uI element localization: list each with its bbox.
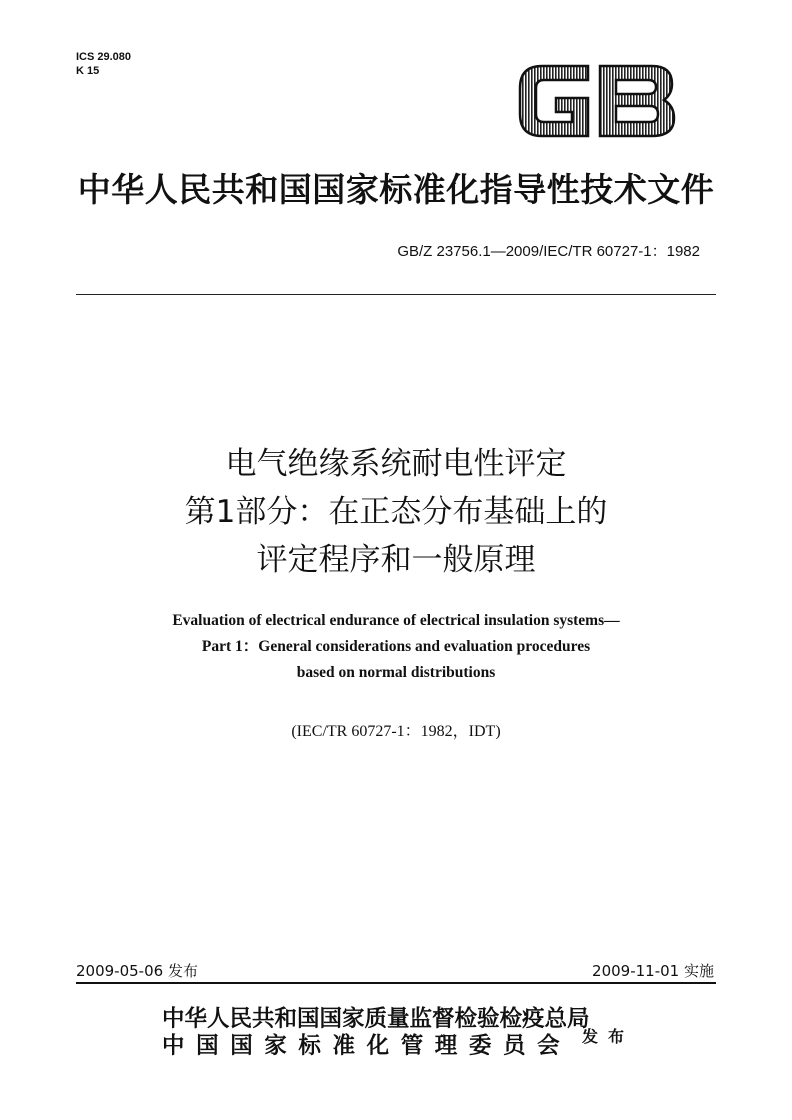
gb-logo: [516, 60, 676, 142]
title-cn-line-3: 评定程序和一般原理: [256, 542, 536, 578]
title-en-line-3: based on normal distributions: [296, 664, 496, 681]
issuer-line-2: 中国国家标准化管理委员会: [162, 1033, 572, 1059]
implementation-date: 2009-11-01 实施: [592, 962, 714, 980]
title-en-line-2: Part 1：General considerations and evaluation procedures: [201, 638, 591, 655]
header-divider: [76, 294, 716, 295]
classification-codes: [76, 50, 131, 78]
standard-number: GB/Z 23756.1—2009/IEC/TR 60727-1：1982: [397, 243, 700, 260]
title-cn-line-2: 第1部分：在正态分布基础上的: [184, 494, 608, 530]
title-en-line-1: Evaluation of electrical endurance of electrical insulation systems—: [172, 612, 620, 629]
issuer-line-1: 中华人民共和国国家质量监督检验检疫总局: [162, 1006, 590, 1032]
document-type-heading: 中华人民共和国国家标准化指导性技术文件: [77, 170, 715, 209]
ccs-code: K 15: [76, 65, 100, 77]
publish-label: 发布: [582, 1027, 635, 1046]
ics-code: ICS 29.080: [76, 51, 132, 63]
adoption-note: (IEC/TR 60727-1：1982，IDT): [291, 723, 501, 740]
footer-divider: [76, 982, 716, 984]
title-cn-line-1: 电气绝缘系统耐电性评定: [225, 446, 567, 482]
issue-date: 2009-05-06 发布: [76, 962, 198, 980]
